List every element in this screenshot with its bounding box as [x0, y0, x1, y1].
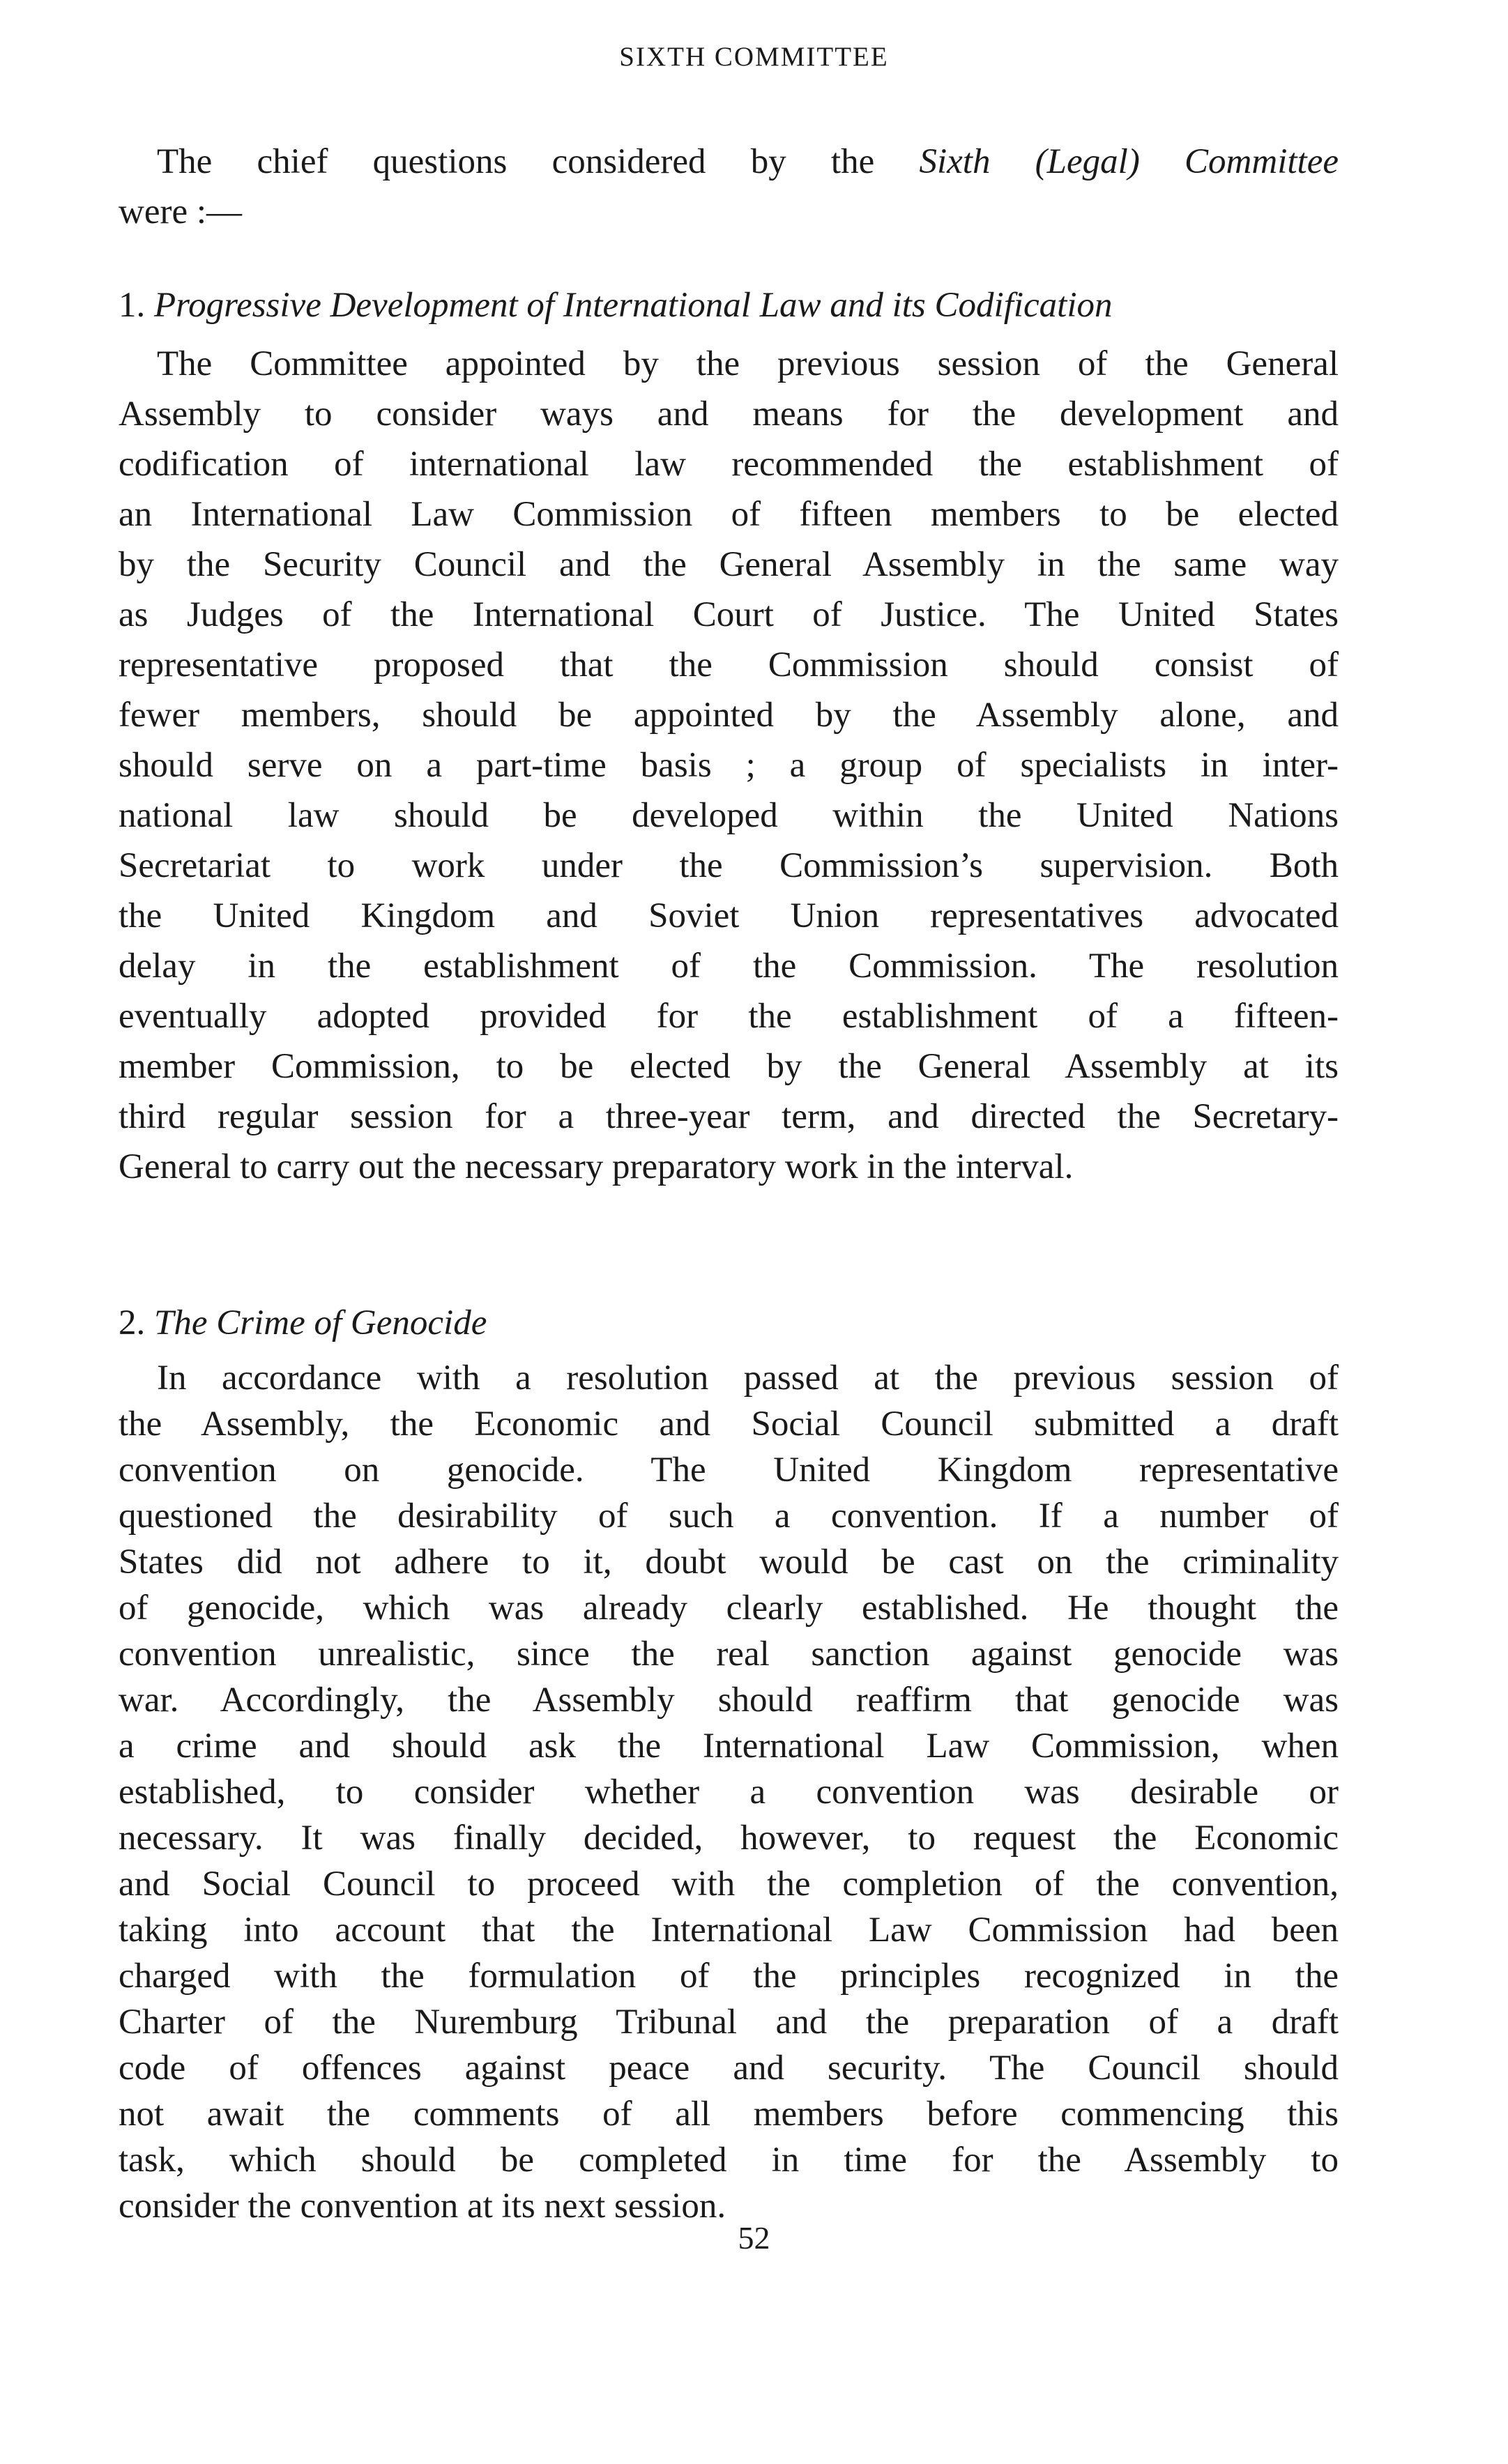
paragraph-line: by the Security Council and the General Assembly in the same way — [119, 545, 1339, 584]
paragraph-line: Assembly to consider ways and means for the development and — [119, 395, 1339, 434]
paragraph-line: necessary. It was finally decided, however, to request the Economic — [119, 1819, 1339, 1858]
paragraph-line: of genocide, which was already clearly established. He thought the — [119, 1589, 1339, 1628]
intro-text: The chief questions considered by the — [157, 142, 920, 181]
paragraph-line: The Committee appointed by the previous session of the General — [157, 344, 1339, 383]
paragraph-line: war. Accordingly, the Assembly should reaffirm that genocide was — [119, 1681, 1339, 1720]
paragraph-line: delay in the establishment of the Commission. The resolution — [119, 947, 1339, 986]
paragraph-line: charged with the formulation of the principles recognized in the — [119, 1957, 1339, 1996]
page-number: 52 — [738, 2220, 770, 2256]
section-title: The Crime of Genocide — [154, 1303, 487, 1342]
paragraph-line: as Judges of the International Court of Justice. The United States — [119, 595, 1339, 634]
intro-paragraph — [119, 137, 1339, 237]
paragraph-line: questioned the desirability of such a convention. If a number of — [119, 1497, 1339, 1536]
section-heading-line — [119, 280, 1339, 330]
section-heading — [119, 280, 1339, 330]
paragraph-line: Charter of the Nuremburg Tribunal and the preparation of a draft — [119, 2003, 1339, 2042]
paragraph-line: national law should be developed within the United Nations — [119, 796, 1339, 835]
paragraph-line: representative proposed that the Commission should consist of — [119, 645, 1339, 684]
paragraph-line: should serve on a part-time basis ; a group of specialists in inter- — [119, 746, 1339, 785]
paragraph-line: not await the comments of all members before commencing this — [119, 2095, 1339, 2134]
running-head: SIXTH COMMITTEE — [619, 42, 889, 72]
paragraph-line: States did not adhere to it, doubt would be cast on the criminality — [119, 1543, 1339, 1582]
paragraph-line: a crime and should ask the International Law Commission, when — [119, 1727, 1339, 1766]
paragraph-line: third regular session for a three-year term, and directed the Secretary- — [119, 1097, 1339, 1136]
section-number: 1. — [119, 286, 146, 325]
paragraph-line: established, to consider whether a convention was desirable or — [119, 1773, 1339, 1812]
paragraph-line: taking into account that the International Law Commission had been — [119, 1911, 1339, 1950]
paragraph-line: consider the convention at its next session. — [119, 2187, 726, 2226]
intro-line — [119, 137, 1339, 187]
paragraph-line: member Commission, to be elected by the General Assembly at its — [119, 1047, 1339, 1086]
paragraph-line: Secretariat to work under the Commission’s supervision. Both — [119, 846, 1339, 885]
section-heading-line — [119, 1298, 1339, 1348]
intro-line — [119, 187, 1339, 237]
paragraph-line: the Assembly, the Economic and Social Council submitted a draft — [119, 1405, 1339, 1444]
committee-name: Sixth (Legal) Committee — [919, 142, 1339, 181]
paragraph-line: code of offences against peace and security. The Council should — [119, 2049, 1339, 2088]
paragraph-line: convention on genocide. The United Kingdom representative — [119, 1451, 1339, 1490]
paragraph-line: the United Kingdom and Soviet Union representatives advocated — [119, 896, 1339, 935]
paragraph-line: task, which should be completed in time for the Assembly to — [119, 2141, 1339, 2180]
section-paragraph — [119, 339, 1339, 1192]
paragraph-line: and Social Council to proceed with the completion of the convention, — [119, 1865, 1339, 1904]
intro-text: were :— — [119, 192, 243, 231]
section-paragraph — [119, 1355, 1339, 2229]
section-title: Progressive Development of International Law and its Codification — [154, 286, 1113, 325]
paragraph-line: fewer members, should be appointed by the Assembly alone, and — [119, 696, 1339, 735]
paragraph-line: codification of international law recommended the establishment of — [119, 445, 1339, 484]
paragraph-line: General to carry out the necessary preparatory work in the interval. — [119, 1147, 1074, 1186]
paragraph-line: an International Law Commission of fifteen members to be elected — [119, 495, 1339, 534]
paragraph-line: In accordance with a resolution passed at the previous session of — [157, 1359, 1339, 1398]
paragraph-line: convention unrealistic, since the real sanction against genocide was — [119, 1635, 1339, 1674]
section-number: 2. — [119, 1303, 146, 1342]
section-heading — [119, 1298, 1339, 1348]
paragraph-line: eventually adopted provided for the establishment of a fifteen- — [119, 997, 1339, 1036]
